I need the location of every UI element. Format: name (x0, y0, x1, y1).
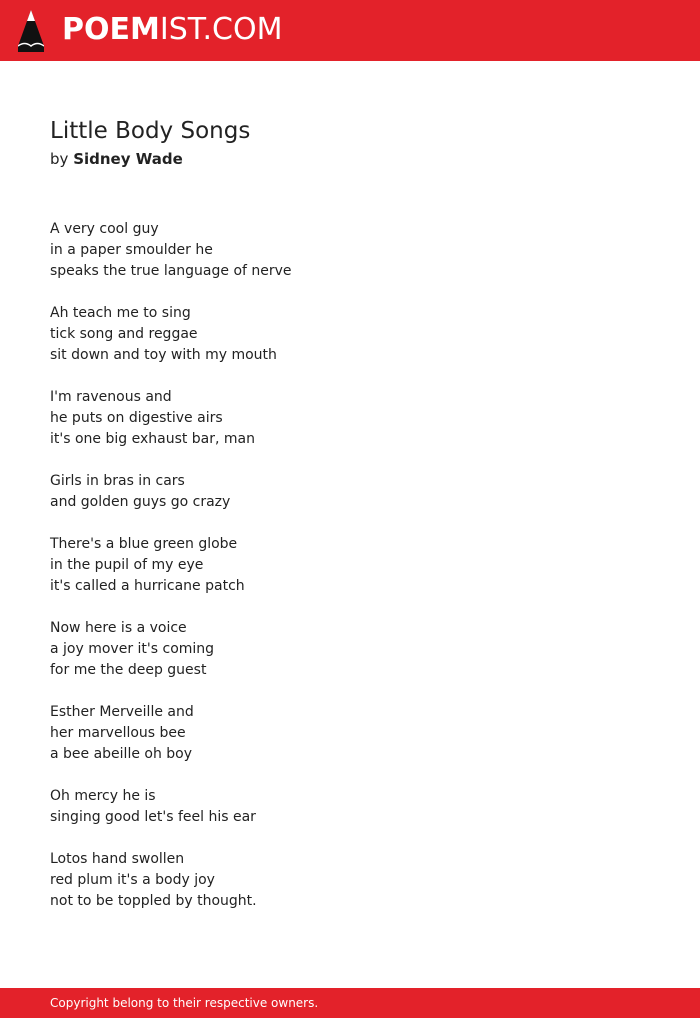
poem-byline (50, 148, 183, 170)
poem-line: for me the deep guest (50, 662, 207, 678)
poem-body (50, 219, 650, 933)
poem-line: her marvellous bee (50, 725, 186, 741)
poem-stanza (50, 534, 650, 597)
poem-stanza (50, 471, 650, 513)
site-logo-link[interactable] (62, 12, 282, 48)
poem-stanza (50, 303, 650, 366)
poem-line: There's a blue green globe (50, 536, 238, 552)
poem-stanza (50, 387, 650, 450)
poem-line: he puts on digestive airs (50, 410, 223, 426)
copyright-text: Copyright belong to their respective owners. (50, 996, 319, 1010)
by-label: by (50, 150, 69, 168)
poem-line: I'm ravenous and (50, 389, 172, 405)
poem-line: Girls in bras in cars (50, 473, 185, 489)
poem-title: Little Body Songs (50, 118, 251, 144)
site-header (0, 0, 700, 61)
poem-line: red plum it's a body joy (50, 872, 215, 888)
logo-light-text: IST.COM (159, 12, 283, 47)
poem-stanza (50, 618, 650, 681)
poem-line: sit down and toy with my mouth (50, 347, 277, 363)
poem-line: in the pupil of my eye (50, 557, 204, 573)
pencil-tip-icon[interactable] (18, 10, 44, 52)
poem-stanza (50, 786, 650, 828)
poem-line: it's one big exhaust bar, man (50, 431, 256, 447)
poem-stanza (50, 702, 650, 765)
poem-line: and golden guys go crazy (50, 494, 231, 510)
poem-line: Now here is a voice (50, 620, 187, 636)
poem-line: Oh mercy he is (50, 788, 156, 804)
poem-line: singing good let's feel his ear (50, 809, 256, 825)
poem-line: Lotos hand swollen (50, 851, 185, 867)
poem-stanza (50, 219, 650, 282)
site-footer (0, 988, 700, 1018)
poem-line: a bee abeille oh boy (50, 746, 193, 762)
poem-line: not to be toppled by thought. (50, 893, 257, 909)
poem-line: Ah teach me to sing (50, 305, 191, 321)
poem-stanza (50, 849, 650, 912)
poem-line: tick song and reggae (50, 326, 198, 342)
poem-line: a joy mover it's coming (50, 641, 215, 657)
poem-line: A very cool guy (50, 221, 159, 237)
poem-author: Sidney Wade (73, 150, 183, 168)
poem-line: Esther Merveille and (50, 704, 194, 720)
poem-line: in a paper smoulder he (50, 242, 213, 258)
poem-line: speaks the true language of nerve (50, 263, 292, 279)
poem-line: it's called a hurricane patch (50, 578, 245, 594)
logo-bold-text: POEM (62, 12, 160, 47)
